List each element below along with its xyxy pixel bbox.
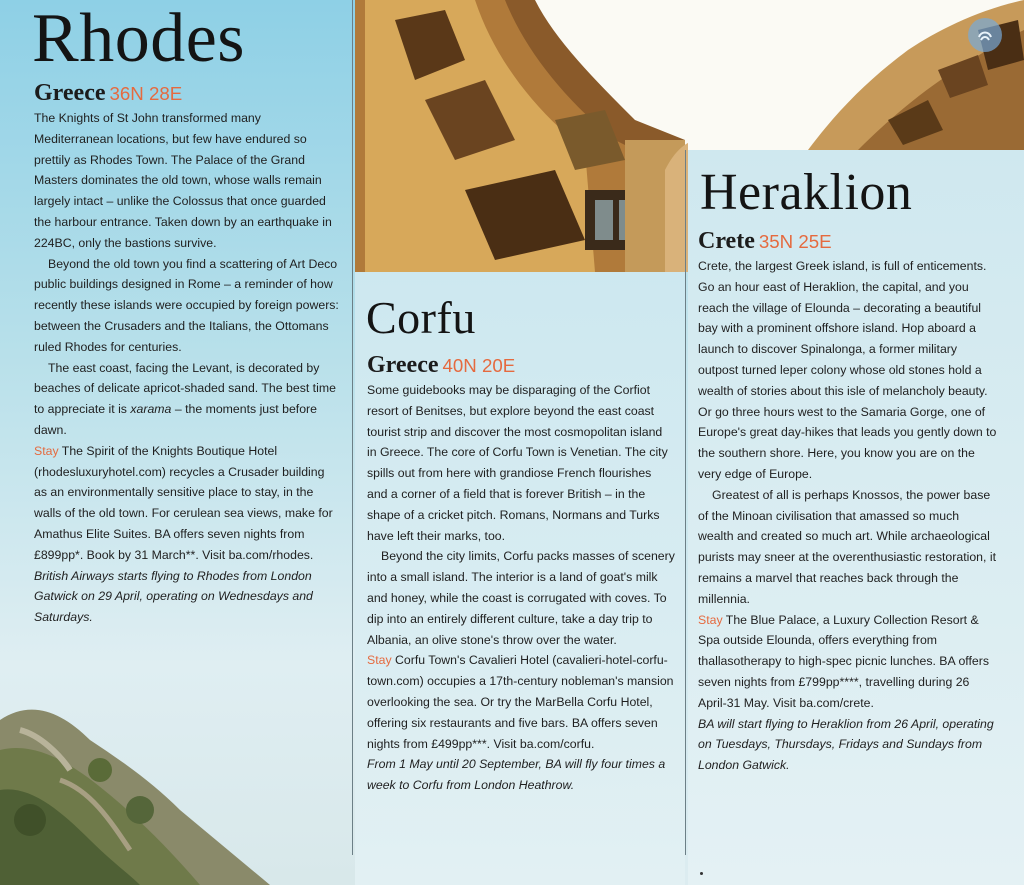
rhodes-region: Greece	[34, 80, 106, 106]
column-divider-left	[352, 0, 353, 855]
heraklion-stay-text: The Blue Palace, a Luxury Collection Resort & Spa outside Elounda, offers everything from thallasotherapy to high-spec picnic lunches. BA offers seven nights from £799pp****, travelling during 26 April-31 May. Visit ba.com/crete.	[698, 612, 989, 710]
corfu-flight-note: From 1 May until 20 September, BA will fly four times a week to Corfu from London Heathrow.	[367, 757, 666, 793]
corfu-subtitle	[367, 350, 515, 381]
corfu-article	[367, 380, 675, 796]
rhodes-stay-text: The Spirit of the Knights Boutique Hotel (rhodesluxuryhotel.com) recycles a Crusader building as an environmentally sensitive place to stay, in the walls of the old town. For cerulean sea views, make for Amathus Elite Suites. BA offers seven nights from £899pp*. Book by 31 March**. Visit ba.com/rhodes.	[34, 443, 333, 562]
publisher-logo-icon	[968, 18, 1002, 52]
rhodes-p3-text: The east coast, facing the Levant, is decorated by beaches of delicate apricot-shaded sand. The best time to appreciate it is	[34, 360, 336, 417]
heraklion-stay-label: Stay	[698, 612, 723, 627]
rhodes-paragraph-2: Beyond the old town you find a scattering of Art Deco public buildings designed in Rome – a reminder of how recently these islands were occupied by foreign powers: between the Crusaders and the Italians, the Ottomans ruled Rhodes for centuries.	[34, 256, 339, 354]
corfu-stay-text: Corfu Town's Cavalieri Hotel (cavalieri-hotel-corfu-town.com) occupies a 17th-century nobleman's mansion overlooking the sea. Or try the MarBella Corfu Hotel, offering six restaurants and five bars. BA offers seven nights from £499pp***. Visit ba.com/corfu.	[367, 653, 674, 751]
rhodes-p3-end: – the moments just before dawn.	[34, 402, 317, 437]
corfu-title: Corfu	[366, 292, 476, 343]
rhodes-flight-note: British Airways starts flying to Rhodes from London Gatwick on 29 April, operating on Wednesdays and Saturdays.	[34, 568, 313, 625]
corfu-paragraph-2: Beyond the city limits, Corfu packs masses of scenery into a small island. The interior is a land of goat's milk and honey, while the coast is corrugated with coves. To dip into an entirely different culture, take a day trip to Albania, an olive stone's throw over the water.	[367, 549, 675, 647]
column-divider-right	[685, 150, 686, 855]
rhodes-stay-label: Stay	[34, 443, 59, 458]
corfu-stay-label: Stay	[367, 653, 392, 668]
rhodes-title: Rhodes	[32, 0, 245, 77]
rhodes-stay	[34, 441, 340, 566]
rhodes-article	[34, 108, 340, 628]
heraklion-subtitle	[698, 226, 832, 257]
heraklion-title: Heraklion	[700, 164, 913, 221]
heraklion-paragraph-2: Greatest of all is perhaps Knossos, the power base of the Minoan civilisation that amassed so much wealth and created so much art. While archaeological purists may sneer at the overenthusiastic restoration, it remains a marvel that reaches back through the millennia.	[698, 487, 996, 606]
corfu-paragraph-1: Some guidebooks may be disparaging of the Corfiot resort of Benitses, but explore beyond the east coast tourist strip and discover the most cosmopolitan island in Greece. The core of Corfu Town is Venetian. The city spills out from here with grandiose French flourishes and a corner of a field that is forever British – in the shape of a cricket pitch. Romans, Normans and Turks have left their marks, too.	[367, 383, 668, 543]
heraklion-coordinates: 35N 25E	[758, 231, 832, 252]
rocky-hillside-image	[0, 700, 300, 885]
page-dot	[700, 872, 703, 875]
corfu-stay	[367, 650, 675, 754]
heraklion-stay	[698, 610, 998, 714]
rhodes-subtitle	[34, 78, 182, 109]
rhodes-coordinates: 36N 28E	[109, 83, 183, 104]
heraklion-paragraph-1: Crete, the largest Greek island, is full of enticements. Go an hour east of Heraklion, the capital, and you reach the village of Elounda – decorating a beautiful bay with a prominent offshore island. Hop aboard a launch to discover Spinalonga, a former military outpost turned leper colony whose old stones hold a wealth of stories about this isle of melancholy beauty. Or go three hours west to the Samaria Gorge, one of Europe's great day-hikes that leads you gently down to the southern shore. Here, you know you are on the very edge of Europe.	[698, 259, 997, 481]
heraklion-region: Crete	[698, 228, 755, 254]
heraklion-article	[698, 256, 998, 776]
corfu-region: Greece	[367, 352, 439, 378]
rhodes-paragraph-3	[34, 358, 340, 441]
rhodes-p3-italic: xarama	[130, 402, 172, 417]
rhodes-paragraph-1: The Knights of St John transformed many Mediterranean locations, but few have endured so prettily as Rhodes Town. The Palace of the Grand Masters dominates the old town, whose walls remain largely intact – unlike the Colossus that once guarded the harbour entrance. Taken down by an earthquake in 224BC, only the bastions survive.	[34, 111, 332, 250]
heraklion-flight-note: BA will start flying to Heraklion from 26 April, operating on Tuesdays, Thursdays, Fridays and Sundays from London Gatwick.	[698, 716, 994, 773]
corfu-coordinates: 40N 20E	[442, 355, 516, 376]
